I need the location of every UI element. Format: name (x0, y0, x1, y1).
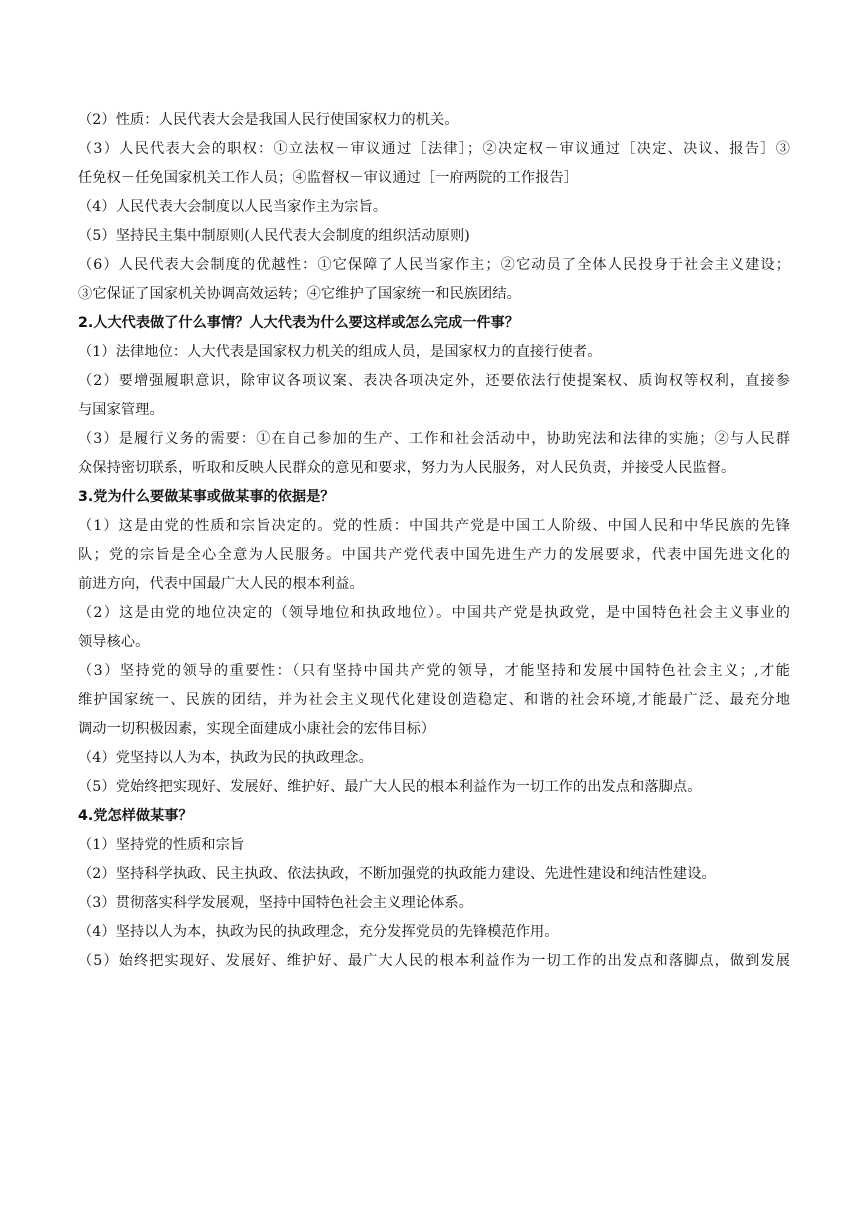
section-heading: 2.人大代表做了什么事情？人大代表为什么要这样或怎么完成一件事？ (78, 315, 519, 331)
document-body (78, 106, 790, 976)
section-heading: 4.党怎样做某事？ (78, 808, 193, 824)
paragraph (78, 918, 790, 947)
paragraph (78, 106, 790, 135)
paragraph-line: （2）性质：人民代表大会是我国人民行使国家权力的机关。 (78, 112, 459, 128)
paragraph-line: 众保持密切联系，听取和反映人民群众的意见和要求，努力为人民服务，对人民负责，并接受人民监督。 (78, 460, 736, 476)
paragraph-line: 队；党的宗旨是全心全意为人民服务。中国共产党代表中国先进生产力的发展要求，代表中国先进文化的 (78, 547, 790, 563)
paragraph (78, 831, 790, 860)
paragraph-line: （1）坚持党的性质和宗旨 (78, 837, 245, 853)
paragraph (78, 193, 790, 222)
paragraph (78, 599, 790, 657)
paragraph-line: （4）人民代表大会制度以人民当家作主为宗旨。 (78, 199, 388, 215)
paragraph-line: 任免权－任免国家机关工作人员；④监督权－审议通过［一府两院的工作报告］ (78, 170, 579, 186)
paragraph-line: （2）这是由党的地位决定的（领导地位和执政地位）。中国共产党是执政党，是中国特色社会主义事业的 (78, 605, 790, 621)
section-heading: 3.党为什么要做某事或做某事的依据是？ (78, 489, 335, 505)
paragraph (78, 744, 790, 773)
paragraph (78, 889, 790, 918)
paragraph-line: （5）始终把实现好、发展好、维护好、最广大人民的根本利益作为一切工作的出发点和落脚点，做到发展 (78, 953, 790, 969)
paragraph (78, 512, 790, 599)
paragraph (78, 338, 790, 367)
paragraph-line: （6）人民代表大会制度的优越性：①它保障了人民当家作主；②它动员了全体人民投身于社会主义建设； (78, 257, 790, 273)
paragraph-line: 维护国家统一、民族的团结，并为社会主义现代化建设创造稳定、和谐的社会环境,才能最广泛、最充分地 (78, 692, 790, 708)
paragraph (78, 367, 790, 425)
paragraph-line: （2）坚持科学执政、民主执政、依法执政，不断加强党的执政能力建设、先进性建设和纯洁性建设。 (78, 866, 716, 882)
paragraph (78, 773, 790, 802)
paragraph (78, 947, 790, 976)
paragraph-line: （5）坚持民主集中制原则(人民代表大会制度的组织活动原则) (78, 228, 470, 244)
paragraph-line: （5）党始终把实现好、发展好、维护好、最广大人民的根本利益作为一切工作的出发点和落脚点。 (78, 779, 702, 795)
paragraph (78, 425, 790, 483)
paragraph-line: （4）党坚持以人为本，执政为民的执政理念。 (78, 750, 373, 766)
paragraph-line: 调动一切积极因素，实现全面建成小康社会的宏伟目标） (78, 721, 436, 737)
paragraph-line: （4）坚持以人为本，执政为民的执政理念，充分发挥党员的先锋模范作用。 (78, 924, 559, 940)
paragraph (78, 860, 790, 889)
paragraph-line: （3）坚持党的领导的重要性：（只有坚持中国共产党的领导，才能坚持和发展中国特色社会主义；,才能 (78, 663, 790, 679)
paragraph-line: （2）要增强履职意识，除审议各项议案、表决各项决定外，还要依法行使提案权、质询权等权利，直接参 (78, 373, 790, 389)
paragraph-line: ③它保证了国家机关协调高效运转；④它维护了国家统一和民族团结。 (78, 286, 521, 302)
paragraph-line: （3）是履行义务的需要：①在自己参加的生产、工作和社会活动中，协助宪法和法律的实施；②与人民群 (78, 431, 790, 447)
paragraph-line: （1）法律地位：人大代表是国家权力机关的组成人员，是国家权力的直接行使者。 (78, 344, 602, 360)
paragraph (78, 251, 790, 309)
paragraph-line: 与国家管理。 (78, 402, 164, 418)
paragraph-line: 领导核心。 (78, 634, 150, 650)
paragraph-line: 前进方向，代表中国最广大人民的根本利益。 (78, 576, 364, 592)
paragraph-line: （1）这是由党的性质和宗旨决定的。党的性质：中国共产党是中国工人阶级、中国人民和中华民族的先锋 (78, 518, 790, 534)
paragraph-line: （3）贯彻落实科学发展观，坚持中国特色社会主义理论体系。 (78, 895, 473, 911)
paragraph (78, 222, 790, 251)
paragraph (78, 135, 790, 193)
paragraph (78, 657, 790, 744)
paragraph-line: （3）人民代表大会的职权：①立法权－审议通过［法律］；②决定权－审议通过［决定、决议、报告］③ (78, 141, 790, 157)
